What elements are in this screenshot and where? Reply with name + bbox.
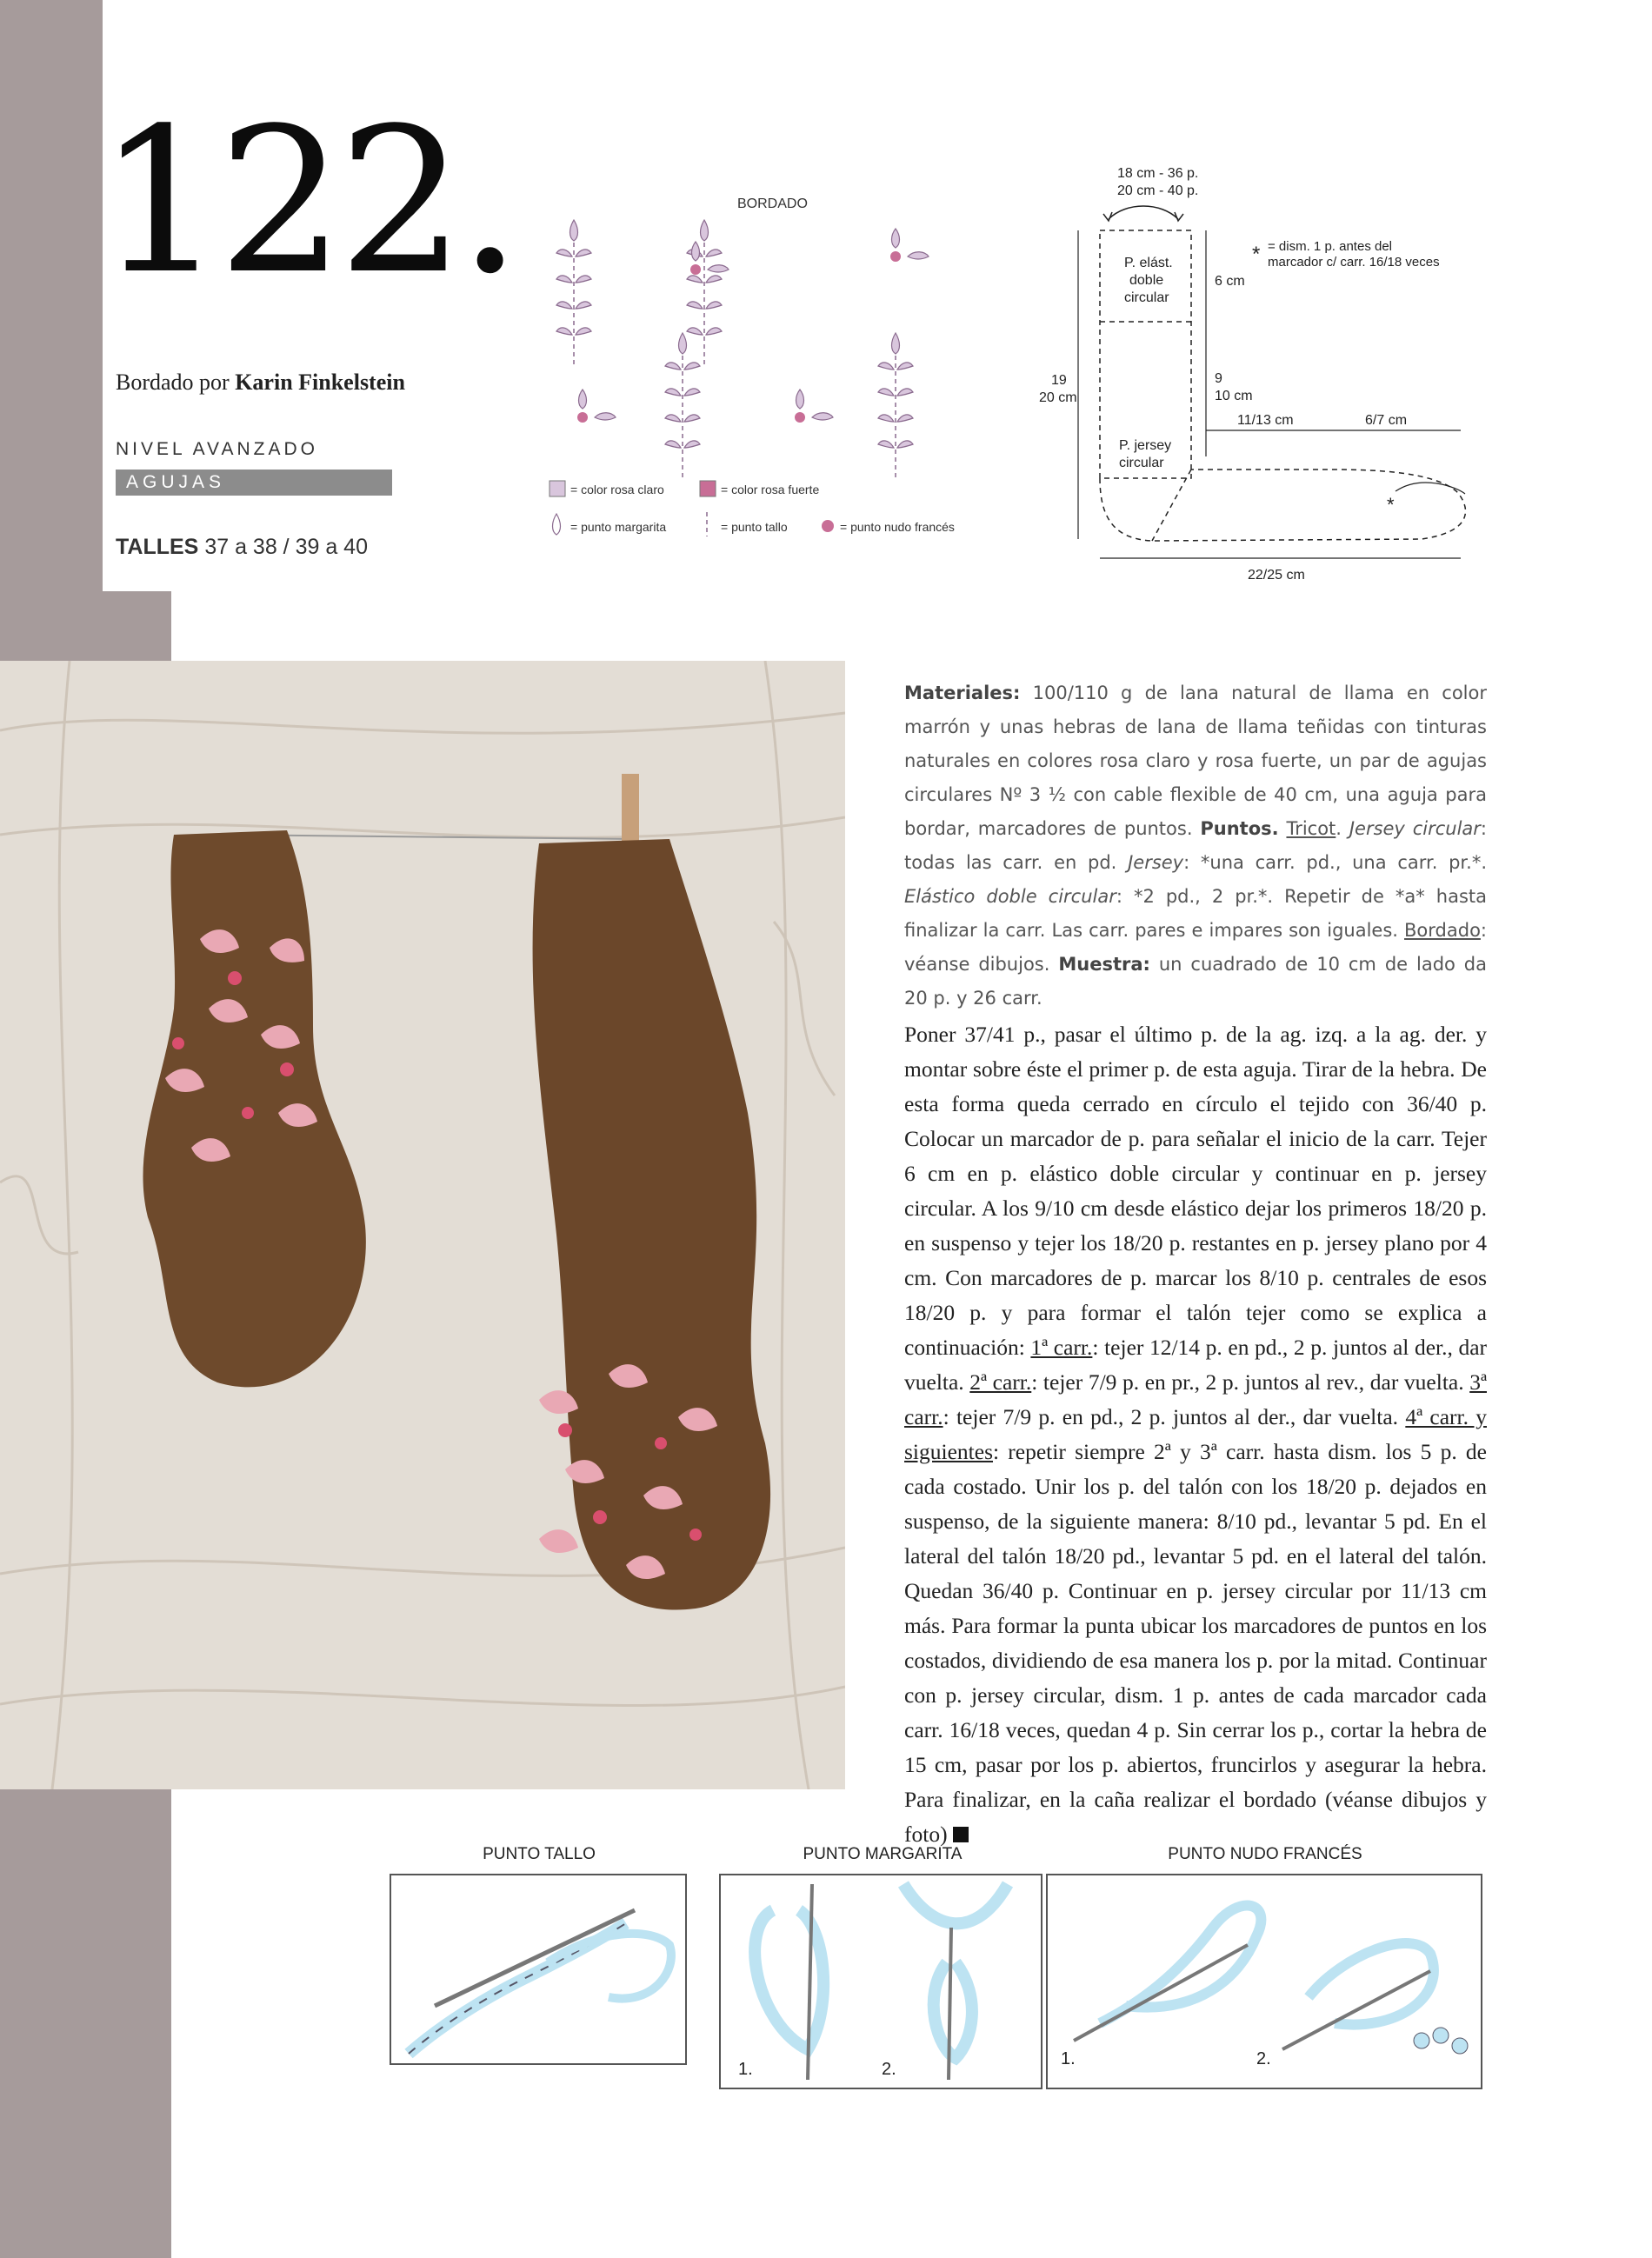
foot-length-2: 6/7 cm: [1365, 413, 1408, 428]
leg-height-1: 19: [1051, 373, 1067, 388]
legend-swatch-light-pink: [550, 481, 565, 496]
foot-length-1: 11/13 cm: [1237, 413, 1294, 428]
embroidery-chart: [539, 187, 1000, 561]
daisy-stitch-icon: [553, 514, 561, 535]
rib-label-1: P. elást.: [1124, 256, 1173, 270]
materials-paragraph: Materiales: 100/110 g de lana natural de llama en color marrón y unas hebras de lana de llama teñidas con tinturas naturales en colores rosa claro y rosa fuerte, un par de agujas circulares Nº 3 ½ con cable flexible de 40 cm, una aguja para bordar, marcadores de puntos. Puntos. Tricot. Jersey circular: todas las carr. en pd. Jersey: *una carr. pd., una carr. pr.*. Elástico doble circular: *2 pd., 2 pr.*. Repetir de *a* hasta finalizar la carr. Las carr. pares e impares son iguales. Bordado: véanse dibujos. Muestra: un cuadrado de 10 cm de lado da 20 p. y 26 carr.: [904, 683, 1488, 1009]
leg-height-2: 20 cm: [1039, 390, 1077, 405]
french-knot-icon: [822, 520, 834, 532]
toe-star: *: [1387, 494, 1395, 516]
french-knot-diagram: [1046, 1874, 1482, 2089]
mid-height-2: 10 cm: [1215, 389, 1253, 403]
top-width-1: 18 cm - 36 p.: [1117, 166, 1199, 181]
pattern-number: 122.: [97, 86, 516, 318]
legend-stem: = punto tallo: [721, 520, 788, 534]
jersey-label-1: P. jersey: [1119, 438, 1172, 453]
daisy-step-2: 2.: [882, 2060, 896, 2079]
needles-badge: AGUJAS CIRCULARES: [116, 470, 392, 496]
rib-label-3: circular: [1124, 290, 1169, 305]
daisy-step-1: 1.: [738, 2060, 753, 2079]
legend-strong-pink: = color rosa fuerte: [721, 483, 820, 496]
note-line-1: = dism. 1 p. antes del: [1268, 239, 1392, 254]
byline: Bordado por Karin Finkelstein: [116, 370, 405, 395]
stem-stitch-diagram: [390, 1874, 687, 2065]
french-knot-step-1: 1.: [1061, 2049, 1076, 2068]
legend-light-pink: = color rosa claro: [570, 483, 664, 496]
instructions-paragraph: Poner 37/41 p., pasar el último p. de la ag. izq. a la ag. der. y montar sobre éste el primer p. de esta aguja. Tirar de la hebra. De esta forma queda cerrado en círculo el tejido con 36/40 p. Colocar un marcador de p. para señalar el inicio de la carr. Tejer 6 cm en p. elástico doble circular y continuar en p. jersey circular. A los 9/10 cm desde elástico dejar los primeros 18/20 p. en suspenso y tejer los 18/20 p. restantes en p. jersey plano por 4 cm. Con marcadores de p. marcar los 8/10 p. centrales de esos 18/20 p. y para formar el talón tejer como se explica a continuación: 1ª carr.: tejer 12/14 p. en pd., 2 p. juntos al der., dar vuelta. 2ª carr.: tejer 7/9 p. en pr., 2 p. juntos al rev., dar vuelta. 3ª carr.: tejer 7/9 p. en pd., 2 p. juntos al der., dar vuelta. 4ª carr. y siguientes: repetir siempre 2ª y 3ª carr. hasta dism. los 5 p. de cada costado. Unir los p. del talón con los 18/20 p. dejados en suspenso, de la siguiente manera: 8/10 pd., levantar 5 pd. En el lateral del talón 18/20 pd., levantar 5 pd. en el lateral del talón. Quedan 36/40 p. Continuar en p. jersey circular por 11/13 cm más. Para formar la punta ubicar los marcadores de puntos en los costados, dividiendo de esa manera los p. por la mitad. Continuar con p. jersey circular, dism. 1 p. antes de cada marcador cada carr. 16/18 veces, quedan 4 p. Sin cerrar los p., cortar la hebra de 15 cm, pasar por los p. abiertos, fruncirlos y asegurar la hebra. Para finalizar, en la caña realizar el bordado (véanse dibujos y foto): [904, 1022, 1488, 1847]
difficulty-level: NIVEL AVANZADO: [116, 439, 318, 459]
legend-daisy: = punto margarita: [570, 520, 667, 534]
daisy-stitch-diagram: [719, 1874, 1042, 2089]
rib-label-2: doble: [1129, 273, 1164, 288]
jersey-label-2: circular: [1119, 456, 1164, 470]
designer-name: Karin Finkelstein: [235, 370, 405, 395]
french-knot-title: PUNTO NUDO FRANCÉS: [1168, 1845, 1362, 1863]
chart-title: BORDADO: [737, 196, 808, 211]
sizes: TALLES 37 a 38 / 39 a 40: [116, 535, 368, 559]
stem-stitch-title: PUNTO TALLO: [483, 1845, 596, 1863]
daisy-stitch-title: PUNTO MARGARITA: [803, 1845, 963, 1863]
end-mark: [953, 1827, 969, 1842]
legend-swatch-strong-pink: [700, 481, 716, 496]
socks-illustration: [0, 661, 845, 1789]
note-line-2: marcador c/ carr. 16/18 veces: [1268, 255, 1440, 270]
rib-height: 6 cm: [1215, 274, 1245, 289]
french-knot-step-2: 2.: [1256, 2049, 1271, 2068]
socks-photo: [0, 661, 845, 1789]
sock-schematic: [1013, 157, 1509, 591]
foot-total: 22/25 cm: [1248, 568, 1305, 583]
mid-height-1: 9: [1215, 371, 1222, 386]
note-star: *: [1252, 243, 1261, 266]
top-width-2: 20 cm - 40 p.: [1117, 183, 1199, 198]
legend-french-knot: = punto nudo francés: [840, 520, 955, 534]
